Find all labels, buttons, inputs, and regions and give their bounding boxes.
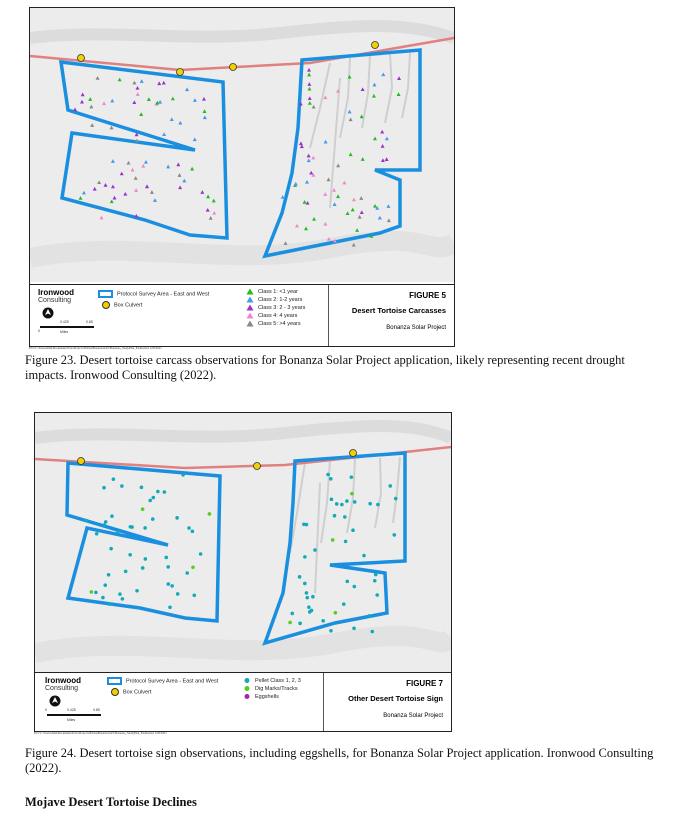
legend-entry-label: Class 2: 1-2 years — [258, 296, 303, 303]
sign-marker — [94, 591, 98, 595]
sign-marker — [303, 582, 307, 586]
dot-marker-icon — [243, 677, 251, 684]
scale-tick-0: 0 — [45, 708, 47, 712]
legend-entry-label: Class 1: <1 year — [258, 288, 298, 295]
sign-marker — [375, 593, 379, 597]
sign-marker — [298, 575, 302, 579]
sign-marker — [84, 519, 88, 523]
brand-subtitle: Consulting — [45, 685, 79, 692]
legend-entry-label: Class 4: 4 years — [258, 312, 298, 319]
sign-marker — [376, 503, 380, 507]
survey-area-legend-icon — [107, 677, 122, 685]
sign-marker — [345, 580, 349, 584]
sign-marker — [151, 517, 155, 521]
sign-marker — [121, 597, 125, 601]
figure-7-map-panel — [34, 412, 452, 732]
sign-marker — [129, 525, 133, 529]
legend-divider — [328, 285, 329, 346]
box-culvert-legend-icon — [111, 688, 119, 696]
sign-marker — [321, 619, 325, 623]
scale-tick-2: 0.85 — [93, 708, 100, 712]
legend-entry-label: Pellet Class 1, 2, 3 — [255, 677, 301, 684]
sign-marker — [110, 514, 114, 518]
figure-7-file-path: EV2 C:\Users\dmd\Documents\ProGIS\ArcGIS\DataBonanza\GIS\Bonanza_StudyPlan_Exam.mxd 12/8/2021 — [34, 731, 167, 735]
legend-entry — [246, 296, 305, 304]
sign-marker — [394, 497, 398, 501]
sign-marker — [118, 592, 122, 596]
legend-entry-label: Dig Marks/Tracks — [255, 685, 298, 692]
legend-survey-label: Protocol Survey Area - East and West — [117, 291, 210, 298]
sign-marker — [181, 473, 185, 477]
sign-marker — [345, 499, 349, 503]
sign-marker — [199, 552, 203, 556]
sign-marker — [305, 596, 309, 600]
sign-marker — [170, 584, 174, 588]
figure-5-map — [30, 8, 454, 282]
triangle-marker-icon — [246, 320, 254, 327]
sign-marker — [343, 515, 347, 519]
figure-number: FIGURE 7 — [406, 679, 443, 688]
legend-survey-label: Protocol Survey Area - East and West — [126, 678, 219, 685]
section-heading: Mojave Desert Tortoise Declines — [25, 795, 197, 809]
sign-marker — [128, 553, 132, 557]
sign-marker — [104, 520, 108, 524]
sign-marker — [310, 609, 314, 613]
sign-marker — [120, 484, 124, 488]
sign-marker — [290, 612, 294, 616]
sign-marker — [143, 526, 147, 530]
sign-marker — [342, 602, 346, 606]
dot-marker-icon — [243, 693, 251, 700]
sign-marker — [192, 594, 196, 598]
sign-marker — [144, 557, 148, 561]
figure-7-legend — [35, 672, 451, 731]
figure-24-caption: Figure 24. Desert tortoise sign observations, including eggshells, for Bonanza Solar Project application. Ironwood Consulting (2022). — [25, 746, 654, 775]
brand-name: Ironwood — [38, 288, 74, 297]
sign-marker — [392, 533, 396, 537]
north-arrow-icon — [49, 695, 61, 707]
scale-tick-1: 0.425 — [67, 708, 76, 712]
sign-marker — [368, 502, 372, 506]
figure-5-legend — [30, 284, 454, 346]
sign-marker — [350, 492, 354, 496]
legend-entry — [246, 320, 305, 328]
sign-marker — [164, 556, 168, 560]
triangle-marker-icon — [246, 312, 254, 319]
sign-marker — [163, 490, 167, 494]
sign-marker — [333, 514, 337, 518]
triangle-marker-icon — [246, 304, 254, 311]
brand-name: Ironwood — [45, 676, 81, 685]
survey-area-legend-icon — [98, 290, 113, 298]
sign-marker — [191, 566, 195, 570]
sign-marker — [311, 595, 315, 599]
legend-culvert-label: Box Culvert — [114, 302, 143, 309]
legend-culvert-label: Box Culvert — [123, 689, 152, 696]
sign-marker — [307, 605, 311, 609]
sign-marker — [288, 621, 292, 625]
sign-marker — [373, 579, 377, 583]
sign-marker — [305, 591, 309, 595]
figure-title: Desert Tortoise Carcasses — [351, 306, 446, 315]
figure-5-map-panel — [29, 7, 455, 347]
sign-marker — [362, 554, 366, 558]
sign-marker — [101, 596, 105, 600]
sign-marker — [351, 528, 355, 532]
sign-marker — [156, 490, 160, 494]
sign-marker — [90, 590, 94, 594]
sign-marker — [140, 486, 144, 490]
legend-entry — [243, 677, 301, 685]
sign-marker — [102, 486, 106, 490]
sign-marker — [344, 540, 348, 544]
sign-marker — [176, 592, 180, 596]
scale-unit: Miles — [67, 718, 76, 722]
sign-marker — [107, 602, 111, 606]
sign-marker — [141, 566, 145, 570]
legend-entry — [243, 693, 301, 701]
sign-marker — [326, 473, 330, 477]
sign-marker — [353, 500, 357, 504]
sign-marker — [367, 614, 371, 618]
north-arrow-icon — [42, 307, 54, 319]
sign-marker — [166, 565, 170, 569]
sign-marker — [116, 530, 120, 534]
project-name: Bonanza Solar Project — [386, 325, 446, 331]
scale-tick-0: 0 — [38, 329, 40, 333]
figure-23-caption: Figure 23. Desert tortoise carcass observations for Bonanza Solar Project application, likely representing recent drought impacts. Ironwood Consulting (2022). — [25, 353, 625, 382]
sign-marker — [103, 583, 107, 587]
sign-marker — [353, 585, 357, 589]
figure-title: Other Desert Tortoise Sign — [348, 694, 443, 703]
sign-marker — [335, 502, 339, 506]
sign-marker — [352, 626, 356, 630]
sign-marker — [109, 547, 113, 551]
sign-marker — [185, 571, 189, 575]
sign-marker — [313, 548, 317, 552]
dot-marker-icon — [243, 685, 251, 692]
scale-tick-1: 0.425 — [60, 320, 69, 324]
legend-entry — [243, 685, 301, 693]
sign-marker — [340, 503, 344, 507]
sign-marker — [124, 570, 128, 574]
legend-entry — [246, 288, 305, 296]
triangle-marker-icon — [246, 296, 254, 303]
triangle-marker-icon — [246, 288, 254, 295]
sign-marker — [329, 629, 333, 633]
sign-marker — [330, 498, 334, 502]
legend-divider — [323, 673, 324, 731]
sign-marker — [175, 516, 179, 520]
sign-marker — [191, 530, 195, 534]
legend-entry — [246, 312, 305, 320]
figure-number: FIGURE 5 — [409, 291, 446, 300]
project-name: Bonanza Solar Project — [383, 713, 443, 719]
sign-marker — [370, 630, 374, 634]
sign-marker — [298, 622, 302, 626]
brand-subtitle: Consulting — [38, 297, 72, 304]
sign-marker — [141, 507, 145, 511]
sign-marker — [95, 532, 99, 536]
legend-entry-label: Class 3: 2 - 3 years — [258, 304, 306, 311]
sign-marker — [168, 605, 172, 609]
scale-unit: Miles — [60, 330, 69, 334]
sign-marker — [305, 523, 309, 527]
sign-marker — [334, 611, 338, 615]
legend-entry-label: Class 5: >4 years — [258, 320, 301, 327]
sign-marker — [148, 499, 152, 503]
sign-marker — [208, 512, 212, 516]
scale-tick-2: 0.85 — [86, 320, 93, 324]
sign-marker — [303, 555, 307, 559]
sign-marker — [135, 589, 139, 593]
sign-marker — [374, 573, 378, 577]
legend-entry-label: Eggshells — [255, 693, 279, 700]
box-culvert-legend-icon — [102, 301, 110, 309]
figure-7-map — [35, 413, 451, 673]
sign-marker — [187, 526, 191, 530]
sign-marker — [107, 573, 111, 577]
sign-marker — [329, 477, 333, 481]
figure-5-file-path: EV2 C:\Users\dmd\Documents\ProGIS\ArcGIS\DataBonanza\GIS\Bonanza_StudyPlan_Exam.mxd 12/8/2021 — [29, 346, 162, 350]
sign-marker — [152, 496, 156, 500]
sign-marker — [331, 538, 335, 542]
sign-marker — [166, 582, 170, 586]
sign-marker — [388, 484, 392, 488]
sign-marker — [103, 523, 107, 527]
legend-entry — [246, 304, 305, 312]
sign-marker — [350, 475, 354, 479]
sign-marker — [112, 477, 116, 481]
